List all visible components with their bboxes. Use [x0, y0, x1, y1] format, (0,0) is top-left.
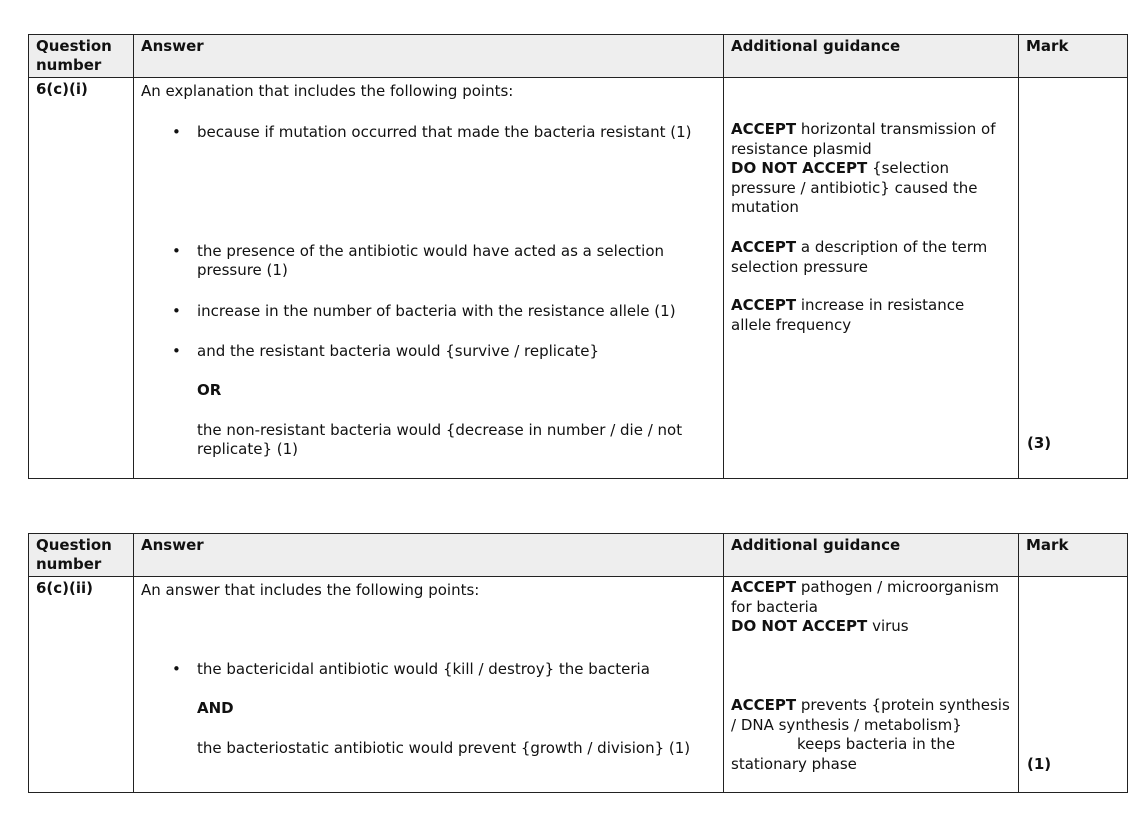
- answer-point: the presence of the antibiotic would have acted as a selection pressure (1): [197, 242, 665, 279]
- bullet-icon: [172, 123, 181, 142]
- guidance-note: ACCEPT horizontal transmission of resistance plasmid DO NOT ACCEPT {selection pressure / antibiotic} caused the mutation: [731, 120, 996, 216]
- mark-cell: [1019, 78, 1128, 479]
- header-row: [29, 534, 1128, 577]
- mark-scheme-table-6ci: [28, 34, 1128, 479]
- answer-header: Answer: [134, 534, 724, 577]
- alternative-point-line-1: the non-resistant bacteria would {decrease in number / die / not: [197, 421, 683, 439]
- bullet-icon: [172, 302, 181, 321]
- guidance-note: ACCEPT increase in resistance allele frequency: [731, 296, 965, 334]
- answer-point: the bactericidal antibiotic would {kill / destroy} the bacteria: [197, 660, 650, 678]
- and-label: AND: [197, 699, 234, 717]
- or-label: OR: [197, 381, 222, 399]
- mark-cell: [1019, 577, 1128, 793]
- question-number-cell: 6(c)(i): [29, 78, 134, 479]
- alternative-point-line-2: replicate} (1): [197, 440, 299, 458]
- answer-point: increase in the number of bacteria with the resistance allele (1): [197, 302, 676, 320]
- guidance-note: ACCEPT a description of the term selection pressure: [731, 238, 988, 276]
- mark-value: (1): [1027, 755, 1052, 773]
- question-number-cell: 6(c)(ii): [29, 577, 134, 793]
- answer-point: the bacteriostatic antibiotic would prevent {growth / division} (1): [197, 739, 691, 757]
- answer-point: and the resistant bacteria would {survive / replicate}: [197, 342, 600, 360]
- guidance-note: ACCEPT pathogen / microorganism for bacteria DO NOT ACCEPT virus: [731, 578, 999, 635]
- mark-header: Mark: [1019, 534, 1128, 577]
- mark-header: Mark: [1019, 35, 1128, 78]
- answer-row: [29, 78, 1128, 479]
- guidance-note: ACCEPT prevents {protein synthesis / DNA synthesis / metabolism} keeps bacteria in the stationary phase: [731, 696, 1010, 773]
- answer-row: [29, 577, 1128, 793]
- answer-intro: An answer that includes the following points:: [141, 581, 480, 599]
- answer-cell: [134, 78, 724, 479]
- bullet-icon: [172, 660, 181, 679]
- guidance-cell: [724, 577, 1019, 793]
- question-number-header: Question number: [29, 534, 134, 577]
- header-row: [29, 35, 1128, 78]
- answer-intro: An explanation that includes the following points:: [141, 82, 514, 100]
- guidance-header: Additional guidance: [724, 35, 1019, 78]
- answer-cell: [134, 577, 724, 793]
- mark-value: (3): [1027, 434, 1052, 452]
- guidance-cell: [724, 78, 1019, 479]
- answer-header: Answer: [134, 35, 724, 78]
- question-number-header: Question number: [29, 35, 134, 78]
- mark-scheme-table-6cii: [28, 533, 1128, 793]
- bullet-icon: [172, 242, 181, 261]
- answer-point: because if mutation occurred that made the bacteria resistant (1): [197, 123, 692, 141]
- bullet-icon: [172, 342, 181, 361]
- guidance-header: Additional guidance: [724, 534, 1019, 577]
